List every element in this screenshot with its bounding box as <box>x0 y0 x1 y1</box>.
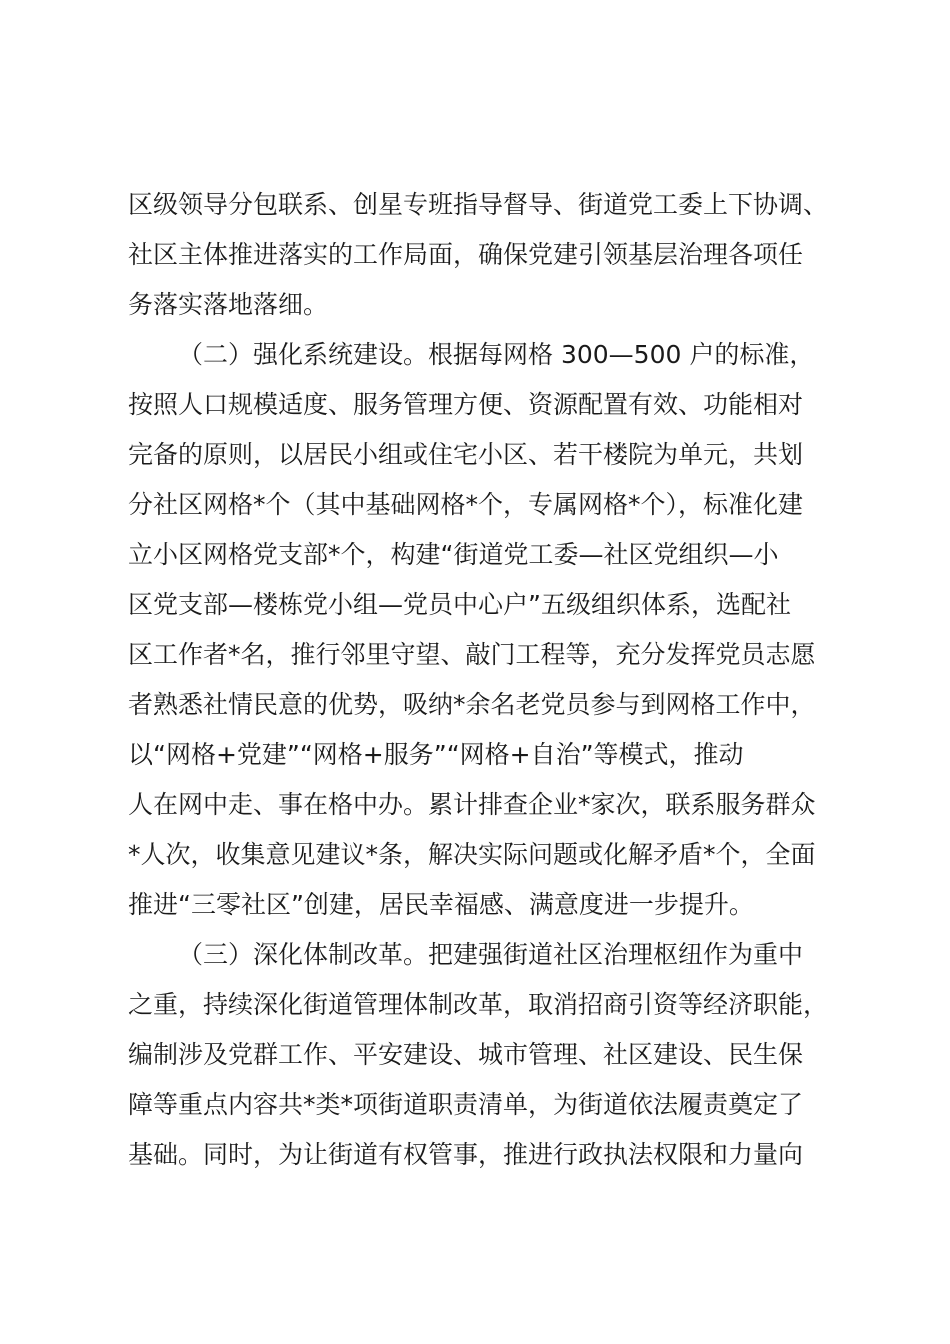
text-line: 人在网中走、事在格中办。累计排查企业*家次，联系服务群众 <box>128 790 816 819</box>
text-line: 分社区网格*个（其中基础网格*个，专属网格*个），标准化建 <box>128 490 804 519</box>
text-line: *人次，收集意见建议*条，解决实际问题或化解矛盾*个，全面 <box>128 840 816 869</box>
text-line: 完备的原则，以居民小组或住宅小区、若干楼院为单元，共划 <box>128 440 804 469</box>
section-heading-line: （三）深化体制改革。把建强街道社区治理枢纽作为重中 <box>178 940 804 969</box>
text-line: 障等重点内容共*类*项街道职责清单，为街道依法履责奠定了 <box>128 1090 804 1119</box>
text-line: 基础。同时，为让街道有权管事，推进行政执法权限和力量向 <box>128 1140 804 1169</box>
text-line: 区工作者*名，推行邻里守望、敲门工程等，充分发挥党员志愿 <box>128 640 816 669</box>
text-line: 区党支部—楼栋党小组—党员中心户”五级组织体系，选配社 <box>128 590 791 619</box>
text-line: 之重，持续深化街道管理体制改革，取消招商引资等经济职能， <box>128 990 829 1019</box>
text-line: 务落实落地落细。 <box>128 290 329 319</box>
text-line: 编制涉及党群工作、平安建设、城市管理、社区建设、民生保 <box>128 1040 804 1069</box>
text-line: 立小区网格党支部*个，构建“街道党工委—社区党组织—小 <box>128 540 779 569</box>
text-line: 以“网格+党建”“网格+服务”“网格+自治”等模式，推动 <box>128 740 744 769</box>
text-line: 者熟悉社情民意的优势，吸纳*余名老党员参与到网格工作中， <box>128 690 816 719</box>
section-heading-line: （二）强化系统建设。根据每网格 300—500 户的标准， <box>178 340 815 369</box>
text-line: 按照人口规模适度、服务管理方便、资源配置有效、功能相对 <box>128 390 804 419</box>
text-line: 区级领导分包联系、创星专班指导督导、街道党工委上下协调、 <box>128 190 829 219</box>
text-line: 社区主体推进落实的工作局面，确保党建引领基层治理各项任 <box>128 240 804 269</box>
text-line: 推进“三零社区”创建，居民幸福感、满意度进一步提升。 <box>128 890 754 919</box>
